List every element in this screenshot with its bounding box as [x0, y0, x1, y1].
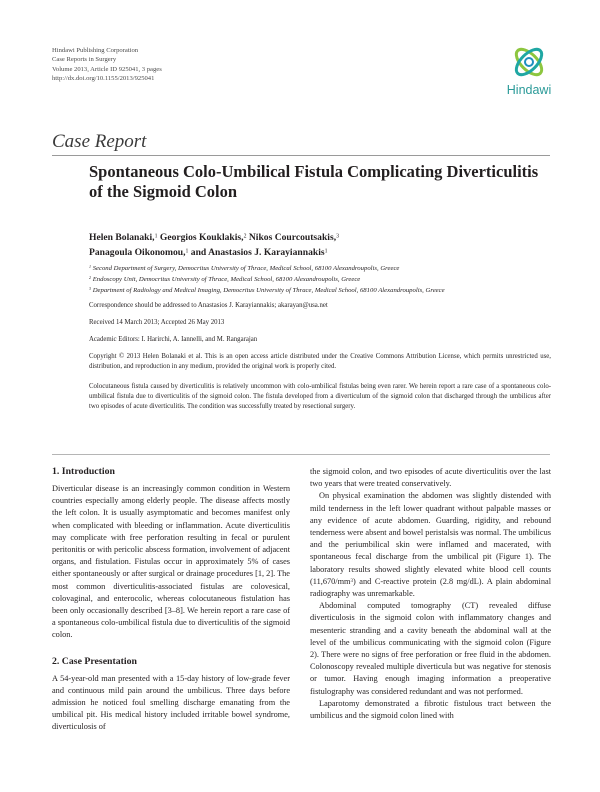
hindawi-logo: [500, 42, 558, 104]
abstract-divider: [52, 454, 550, 455]
author-name[interactable]: Nikos Courcoutsakis,: [248, 232, 337, 243]
author-affil-sup: 1: [324, 247, 328, 254]
header-divider: [52, 155, 550, 156]
academic-editors: Academic Editors: I. Harirchi, A. Iannelli, and M. Rangarajan: [89, 336, 258, 344]
introduction-paragraph: Diverticular disease is an increasingly common condition in Western countries especially among elderly people. The disease affects mostly the left colon. It is usually asymptomatic and becomes manifest only when complicated with bleeding or inflammation. Acute diverticulitis may complicate with free perforation resulting in fecal or purulent peritonitis or with pericolic abscess formation, involvement of adjacent organs, and fistulation. Fistulas occur in approximately 5% of cases either spontaneously or after surgical or drainage procedures [1, 2]. The most common diverticulitis-associated fistulas are colovesical, colovaginal, and enterocolic, whereas colocutaneous fistulation has been only occasionally described [3–8]. We herein report a rare case of a spontaneous colo-umbilical fistula due to diverticulitis of the sigmoid colon.: [52, 484, 290, 640]
case-presentation-heading: 2. Case Presentation: [52, 655, 137, 667]
affiliation-item: $^1$ Second Department of Surgery, Democritus University of Thrace, Medical School, 68100 Alexandroupolis, Greece: [89, 264, 400, 272]
physical-exam-paragraph: On physical examination the abdomen was slightly distended with mild tenderness in the left lower quadrant without palpable masses or any evidence of acute abdomen. Guarding, rigidity, and rebound tenderness were absent and bowel peristalsis was normal. The umbilicus and the periumbilical skin were inflamed and macerated, with spontaneous fecal discharge from the umbilical pit (Figure 1). The laboratory results showed slightly elevated white blood cell counts $(11,670/mm^3)$ and C-reactive protein (2.8 mg/dL). A plain abdominal radiography was unremarkable.: [310, 491, 551, 599]
volume-info: Volume 2013, Article ID 925041, 3 pages: [52, 65, 162, 73]
author-name[interactable]: Georgios Kouklakis,: [159, 232, 244, 243]
author-name[interactable]: and Anastasios J. Karayiannakis: [190, 246, 325, 258]
author-name[interactable]: Panagoula Oikonomou,: [89, 246, 186, 258]
hindawi-logo-text: Hindawi: [506, 83, 552, 97]
author-name[interactable]: Helen Bolanaki,: [89, 232, 155, 243]
author-affil-sup: 3: [336, 233, 339, 240]
affiliation-list: [89, 264, 551, 296]
article-type: Case Report: [52, 131, 147, 152]
body-paragraph: the sigmoid colon, and two episodes of acute diverticulitis over the last two years that were treated conservatively.: [310, 467, 551, 489]
ct-findings-paragraph: Abdominal computed tomography (CT) revealed diffuse diverticulosis in the sigmoid colon with inflammatory changes and mesenteric stranding and a cavity beneath the abdominal wall at the level of the umbilicus communicating with the sigmoid colon (Figure 2). There were no signs of free perforation or free fluid in the abdomen. Colonoscopy revealed multiple diverticula but was negative for stenosis or tumor. Having enough imaging information a preoperative fistulography was considered redundant and was not performed.: [310, 601, 551, 696]
left-column: [52, 465, 290, 734]
affiliation-item: $^2$ Endoscopy Unit, Democritus University of Thrace, Medical School, 68100 Alexandroupolis, Greece: [89, 275, 361, 283]
article-title: Spontaneous Colo-Umbilical Fistula Complicating Diverticulitis of the Sigmoid Colon: [89, 162, 539, 201]
journal-name: Case Reports in Surgery: [52, 56, 117, 64]
front-matter: [89, 231, 551, 412]
author-affil-sup: 1: [154, 233, 158, 240]
correspondence: Correspondence should be addressed to Anastasios J. Karayiannakis; akarayan@usa.net: [89, 302, 328, 310]
copyright-notice: Copyright © 2013 Helen Bolanaki et al. This is an open access article distributed under the Creative Commons Attribution License, which permits unrestricted use, distribution, and reproduction in any medium, provided the original work is properly cited.: [89, 353, 551, 371]
author-affil-sup: 2: [243, 233, 247, 240]
publisher-info: [52, 46, 162, 84]
author-line-1: [89, 231, 419, 246]
hindawi-logo-icon: [509, 42, 549, 82]
case-presentation-paragraph: A 54-year-old man presented with a 15-day history of low-grade fever and continuous mild pain around the umbilicus. Three days before admission he noticed foul smelling discharge emanating from the umbilical pit. His medical history included irritable bowel syndrome, diverticulosis of: [52, 673, 290, 732]
author-line-2: [89, 246, 419, 261]
introduction-heading: 1. Introduction: [52, 466, 115, 477]
publisher-name: Hindawi Publishing Corporation: [52, 47, 139, 54]
doi-link[interactable]: http://dx.doi.org/10.1155/2013/925041: [52, 75, 155, 83]
received-dates: Received 14 March 2013; Accepted 26 May 2013: [89, 319, 225, 327]
author-affil-sup: 1: [185, 247, 189, 254]
laparotomy-paragraph: Laparotomy demonstrated a fibrotic fistulous tract between the umbilicus and the sigmoid colon lined with: [310, 698, 551, 721]
author-list: [89, 231, 419, 260]
abstract: Colocutaneous fistula caused by diverticulitis is relatively uncommon with colo-umbilical fistulas being even rarer. We herein report a rare case of a spontaneous colo-umbilical fistula due to diverticulitis of the sigmoid colon. The fistula developed from a diverticulum of the sigmoid colon that discharged through the umbilicus after two episodes of acute diverticulitis. The condition was successfully treated by resectional surgery.: [89, 383, 551, 411]
right-column: [310, 466, 551, 722]
affiliation-item: $^3$ Department of Radiology and Medical Imaging, Democritus University of Thrace, Medical School, 68100 Alexandroupolis, Greece: [89, 285, 445, 294]
